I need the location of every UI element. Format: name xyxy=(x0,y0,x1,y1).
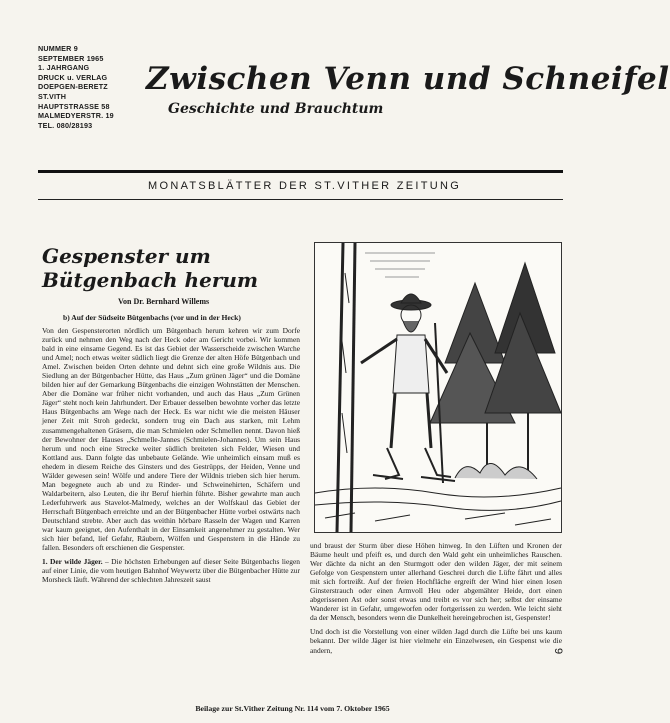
info-line: 1. JAHRGANG xyxy=(38,63,90,73)
info-line: SEPTEMBER 1965 xyxy=(38,53,104,63)
series-title: MONATSBLÄTTER DER ST.VITHER ZEITUNG xyxy=(148,180,462,192)
info-line: DRUCK u. VERLAG xyxy=(38,72,108,82)
article-paragraph: Und doch ist die Vorstellung von einer wilden Jagd durch die Lüfte bei uns kaum bekannt. Der wilde Jäger ist hier vielmehr ein Einzelwesen, ein Gespenst wie die andern, xyxy=(310,627,562,655)
page-number: 9 xyxy=(552,647,565,655)
info-line: DOEPGEN-BERETZ xyxy=(38,82,108,92)
article-paragraph: Von den Gespensterorten nördlich um Bütgenbach herum kehren wir zum Dorfe zurück und nehmen den Weg nach der Heck oder am Gericht vorbei. Wir kommen bald in eine einsame Gegend. Es ist das Gebiet der Wasserscheide zwischen Warche und Amel; noch etwas weiter südlich liegt die Grenze der alten Höfe Bütgenbach und Amel. Zwischen beiden Orten dehnte und dehnt sich eine große Wildnis aus. Die Siedlung an der Bütgenbacher Hütte, das Haus „Zum grünen Jäger“ und die Domäne bilden hier auf der Gemarkung Bütgenbachs die einzigen Wohnstätten der Menschen. Aber die Domäne war früher nicht vorhanden, und auch das Haus „Zum Grünen Jäger“ steht noch kein Jahrhundert. Der Erbauer desselben bewohnte vorher das letzte Haus Bütgenbachs am Wege nach der Heck. Es war nicht wie die meisten Häuser jener Zeit mit Stroh gedeckt, sondern trug ein Dach aus starken, mit Lehm zusammengehaltenen Gräsern, die man Schmielen oder Schmellen nennt. Davon hieß der Bewohner der Hauses „Schmelle-Jannes (Schmielen-Johannes). Um sein Haus herum und noch eine Strecke weiter südlich breiteten sich Felder, Wiesen und Kottland aus. Dann folgte das unbebaute Gelände. Wie unheimlich einsam muß es ehedem in diesem Reiche des Ginsters und des Gestrüpps, der Heiden, Venne und Wälder gewesen sein! Wölfe und andere Tiere der Wildnis trieben sich hier herum. Man begegnete auch ab und zu Rinder- und Schweinehirten, Schäfern und Waldarbeitern, also Leuten, die ihr Beruf hierhin führte. Bisher gewahrte man auch Lederfuhrwerk aus Stavelot-Malmedy, welches an der Wolfskaul das Gebiet der Herrschaft Bütgenbach erreichte und an der Bütgenbacher Hütte vorbei ostwärts nach Deutschland strebte. Aber auch das weithin hörbare Rasseln der Wagen und Karren war kaum geeignet, den Aufenthalt in der Einsamkeit angenehmer zu gestalten. Wer sich hier befand, lief Gefahr, Räubern, Wölfen und Gespenstern in die Hände zu fallen. Besonders oft erschienen die Gespenster. xyxy=(42,326,300,553)
hunter-in-forest-illustration xyxy=(315,243,561,532)
masthead-title: Zwischen Venn und Schneifel xyxy=(146,61,670,97)
article-paragraph xyxy=(42,557,300,584)
article-column-left xyxy=(42,326,300,690)
paragraph-text: – Die höchsten Erhebungen auf dieser Seite Bütgenbachs liegen auf einer Linie, die vom heutigen Bahnhof Weywertz über die Bütgenbacher Hütte zur Morsheck läuft. Während der schlechten Jahreszeit saust xyxy=(42,557,300,585)
masthead-info xyxy=(38,44,114,130)
info-line: ST.VITH xyxy=(38,91,67,101)
article-title-line: Gespenster um xyxy=(42,244,211,268)
article-title-line: Bütgenbach herum xyxy=(42,268,259,292)
paragraph-lead: 1. Der wilde Jäger. xyxy=(42,557,103,567)
article-paragraph: und braust der Sturm über diese Höhen hinweg. In den Lüften und Kronen der Bäume heult und pfeift es, und durch den Wald geht ein unheimliches Rauschen. Wer dächte da nicht an den Sturmgott oder den wilden Jäger, der mit seinem Gefolge von Gespenstern unter allerhand Geschrei durch die Lüfte fährt und alles mit sich fortreißt. Auf der freien Hochfläche ergreift der Wind hier einen losen Ginsterstrauch oder einen Armvoll Heu oder abgemähter Heide, dort einen abgerissenen Ast oder sonst etwas und treibt es vor sich her; selbst der einsame Wanderer ist in Gefahr, umgeworfen oder fortgerissen zu werden. Wie leicht sieht da der Mensch, besonders wenn die Dunkelheit hereingebrochen ist, Gespenster! xyxy=(310,541,562,623)
article-column-right xyxy=(310,541,565,690)
masthead-rule xyxy=(38,170,563,173)
article-title xyxy=(42,244,258,292)
info-line: TEL. 080/28193 xyxy=(38,120,93,130)
byline: Von Dr. Bernhard Willems xyxy=(118,297,210,306)
section-heading: b) Auf der Südseite Bütgenbachs (vor und in der Heck) xyxy=(63,313,241,322)
info-line: NUMMER 9 xyxy=(38,44,78,53)
series-rule xyxy=(38,199,563,200)
masthead-subtitle: Geschichte und Brauchtum xyxy=(168,101,384,117)
info-line: MALMEDYERSTR. 19 xyxy=(38,111,114,121)
footer-note: Beilage zur St.Vither Zeitung Nr. 114 vom 7. Oktober 1965 xyxy=(195,704,390,713)
woodcut-illustration xyxy=(314,242,562,533)
info-line: HAUPTSTRASSE 58 xyxy=(38,101,110,111)
